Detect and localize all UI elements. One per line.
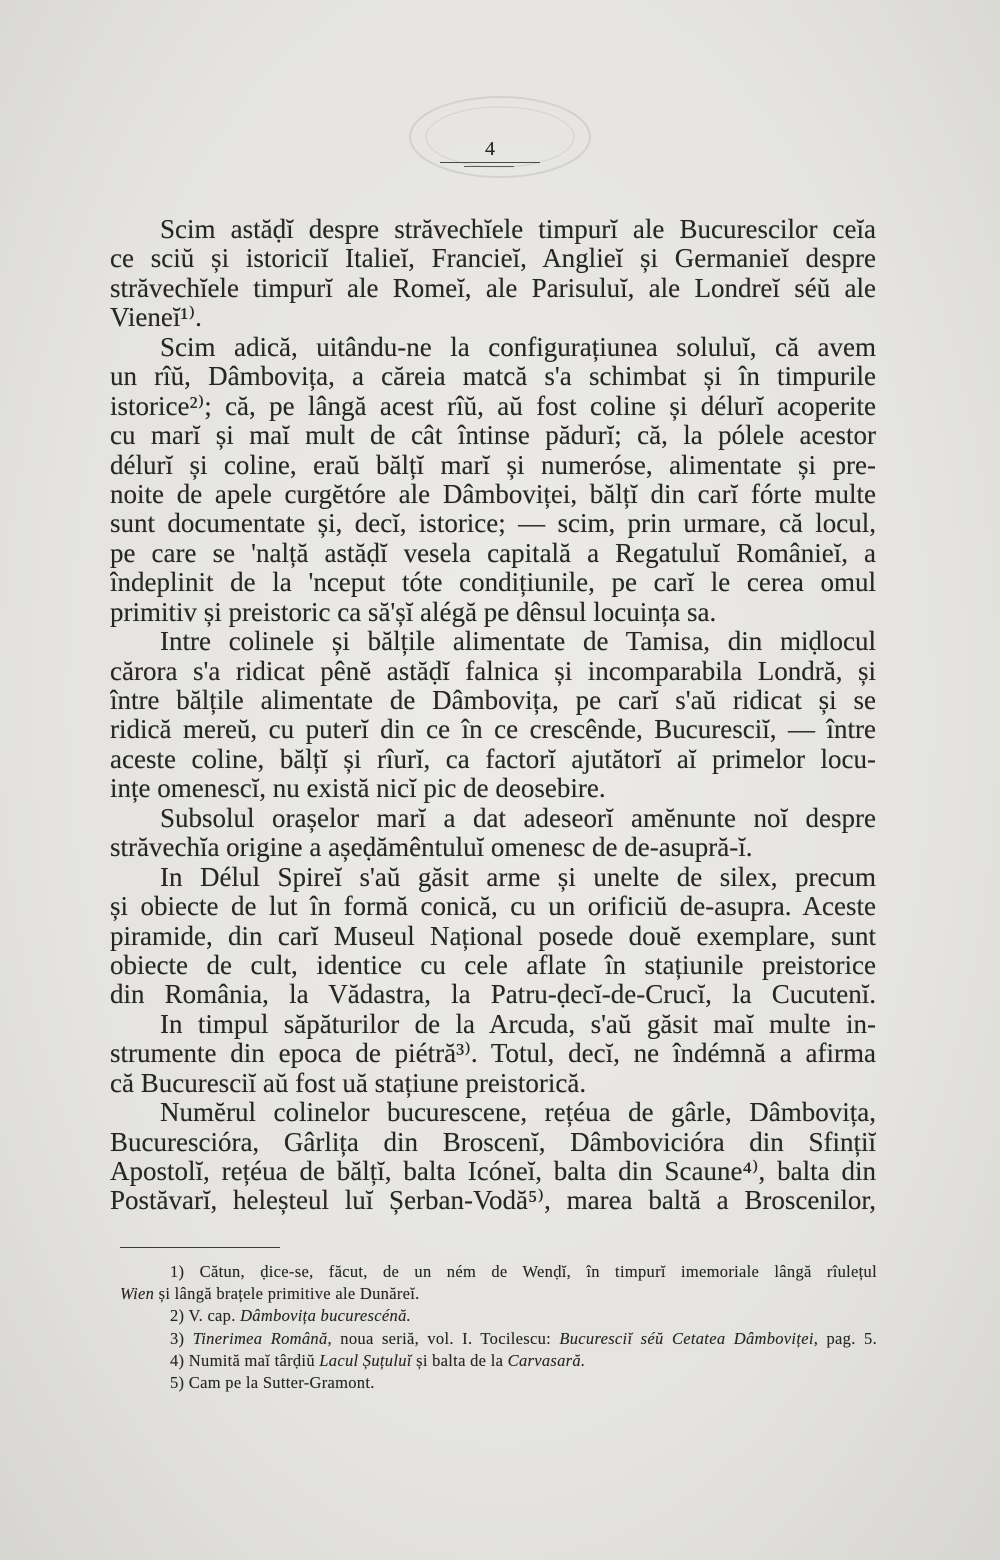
paragraph	[110, 333, 876, 627]
body-line: Subsolul orașelor marĭ a dat adeseorĭ amĕnunte noĭ despre	[160, 803, 876, 833]
footnote-text: Cătun, ḍice-se, făcut, de un ném de Wenḍĭ, în timpurĭ imemoriale lângă rîulețul	[199, 1262, 877, 1281]
body-line: între bălțile alimentate de Dâmbovița, pe carĭ s'aŭ ridicat și se	[110, 686, 876, 715]
header-rule	[440, 162, 540, 163]
body-line: strumente din epoca de piétră³⁾. Totul, decĭ, ne îndémnă a afirma	[110, 1039, 876, 1069]
body-line: noite de apele curgĕtóre ale Dâmboviței, bălțĭ din carĭ fórte multe	[110, 479, 876, 509]
paragraph	[110, 215, 876, 333]
body-line: In Délul Spireĭ s'aŭ găsit arme și unelte de silex, precum	[160, 862, 876, 892]
footnote-number: 1)	[170, 1262, 185, 1281]
body-line: Scim adică, uitându-ne la configurațiunea soluluĭ, că avem	[160, 332, 876, 362]
footnote-line	[120, 1372, 877, 1394]
footnote-text: V. cap.	[188, 1306, 241, 1326]
body-line: Postăvarĭ, heleșteul luĭ Șerban-Vodă⁵⁾, marea baltă a Broscenilor,	[110, 1186, 876, 1216]
paragraph	[110, 1098, 876, 1216]
paragraph	[110, 627, 876, 804]
body-line: délurĭ și coline, eraŭ bălțĭ marĭ și numeróse, alimentate și pre-	[110, 450, 876, 480]
body-line: aceste coline, bălțĭ și rîurĭ, ca factorĭ ajutătorĭ aĭ primelor locu-	[110, 744, 876, 774]
footnote-italic: Bucuresciĭ séŭ Cetatea Dâmboviței	[559, 1328, 814, 1348]
footnote	[120, 1350, 877, 1372]
body-line: primitiv și preistoric ca să'șĭ alégă pe dênsul locuința sa.	[110, 597, 717, 627]
body-line: istorice²⁾; că, pe lângă acest rîŭ, aŭ fost coline și délurĭ acoperite	[110, 391, 876, 421]
footnote-number: 2)	[170, 1306, 185, 1326]
footnotes	[120, 1261, 877, 1394]
footnote	[120, 1328, 877, 1350]
body-line: sunt documentate și, decĭ, istorice; — scim, prin urmare, că locul,	[110, 509, 876, 539]
main-text	[110, 215, 876, 1216]
body-line: străvechĭele timpurĭ ale Romeĭ, ale Parisuluĭ, ale Londreĭ séŭ ale	[110, 273, 876, 303]
footnote-line	[120, 1350, 877, 1372]
body-line: Bucurescióra, Gârlița din Broscenĭ, Dâmbovicióra din Sfințiĭ	[110, 1127, 876, 1157]
body-line: obiecte de cult, identice cu cele aflate în stațiunile preistorice	[110, 950, 876, 980]
body-line: ce sciŭ și istoriciĭ Italieĭ, Francieĭ, Anglieĭ și Germanieĭ despre	[110, 244, 876, 274]
body-line: Apostolĭ, rețéua de bălțĭ, balta Icóneĭ, balta din Scaune⁴⁾, balta din	[110, 1157, 876, 1186]
footnote-italic: Tinerimea Română	[192, 1328, 328, 1348]
footnote-italic: Wien	[120, 1284, 155, 1304]
footnote-italic: Lacul Șuțuluĭ	[319, 1350, 412, 1370]
footnote	[120, 1305, 877, 1327]
body-line: pe care se 'nalță astăḍĭ vesela capitală a Regatuluĭ Românieĭ, a	[110, 538, 876, 568]
footnote-rule	[120, 1247, 280, 1248]
footnote-text: și balta de la	[411, 1350, 508, 1370]
body-line: Scim astăḍĭ despre străvechĭele timpurĭ ale Bucurescilor ceĭa	[160, 215, 876, 244]
body-line: că Bucuresciĭ aŭ fost uă stațiune preistorică.	[110, 1068, 587, 1098]
body-line: un rîŭ, Dâmbovița, a căreia matcă s'a schimbat și în timpurile	[110, 362, 876, 392]
footnote-line	[120, 1261, 877, 1283]
body-line: Numĕrul colinelor bucurescene, rețéua de gârle, Dâmbovița,	[160, 1098, 876, 1128]
paragraph	[110, 804, 876, 863]
footnote	[120, 1261, 877, 1305]
body-line: ințe omenescĭ, nu există nicĭ pic de deosebire.	[110, 774, 606, 804]
footnote-number: 3)	[170, 1328, 185, 1348]
footnote-text: Numită maĭ târḍiŭ	[188, 1350, 320, 1370]
footnote-italic: Dâmbovița bucurescénă.	[240, 1306, 412, 1326]
body-line: cu marĭ și maĭ mult de cât întinse pădurĭ; că, la pólele acestor	[110, 421, 876, 451]
footnote-number: 5)	[170, 1372, 185, 1392]
footnote-number: 4)	[170, 1350, 185, 1370]
header-rule-short	[464, 166, 514, 167]
body-line: Vieneĭ¹⁾.	[110, 303, 202, 333]
footnote-line	[120, 1328, 877, 1350]
footnote-line	[120, 1283, 877, 1305]
body-line: străvechĭa origine a așeḍămêntuluĭ omenesc de de-asupră-ĭ.	[110, 833, 753, 863]
footnote-text: , noua seriă, vol. I. Tocilescu:	[327, 1328, 560, 1348]
footnote-line	[120, 1305, 877, 1327]
body-line: In timpul săpăturilor de la Arcuda, s'aŭ găsit maĭ multe in-	[160, 1009, 876, 1039]
body-line: și obiecte de lut în formă conică, cu un orificiŭ de-asupra. Aceste	[110, 892, 876, 922]
paragraph	[110, 1010, 876, 1098]
body-line: piramide, din carĭ Museul Național posede douĕ exemplare, sunt	[110, 921, 876, 951]
footnote-italic: Carvasară.	[507, 1350, 586, 1370]
footnote	[120, 1372, 877, 1394]
page-number: 4	[485, 138, 495, 160]
footnote-text: și lângă brațele primitive ale Dunăreĭ.	[154, 1284, 420, 1304]
footnote-text: Cam pe la Sutter-Gramont.	[188, 1372, 375, 1392]
paragraph	[110, 863, 876, 1010]
body-line: Intre colinele și bălțile alimentate de Tamisa, din miḍlocul	[160, 627, 876, 657]
body-line: cărora s'a ridicat pênĕ astăḍĭ falnica și incomparabila Londră, și	[110, 656, 876, 686]
body-line: din România, la Vădastra, la Patru-ḍecĭ-de-Crucĭ, la Cucutenĭ.	[110, 980, 876, 1010]
body-line: îndeplinit de la 'nceput tóte condițiunile, pe carĭ le cerea omul	[110, 568, 876, 598]
body-line: ridică mereŭ, cu puterĭ din ce în ce crescênde, Bucuresciĭ, — între	[110, 715, 876, 745]
footnote-text: , pag. 5.	[813, 1328, 877, 1348]
